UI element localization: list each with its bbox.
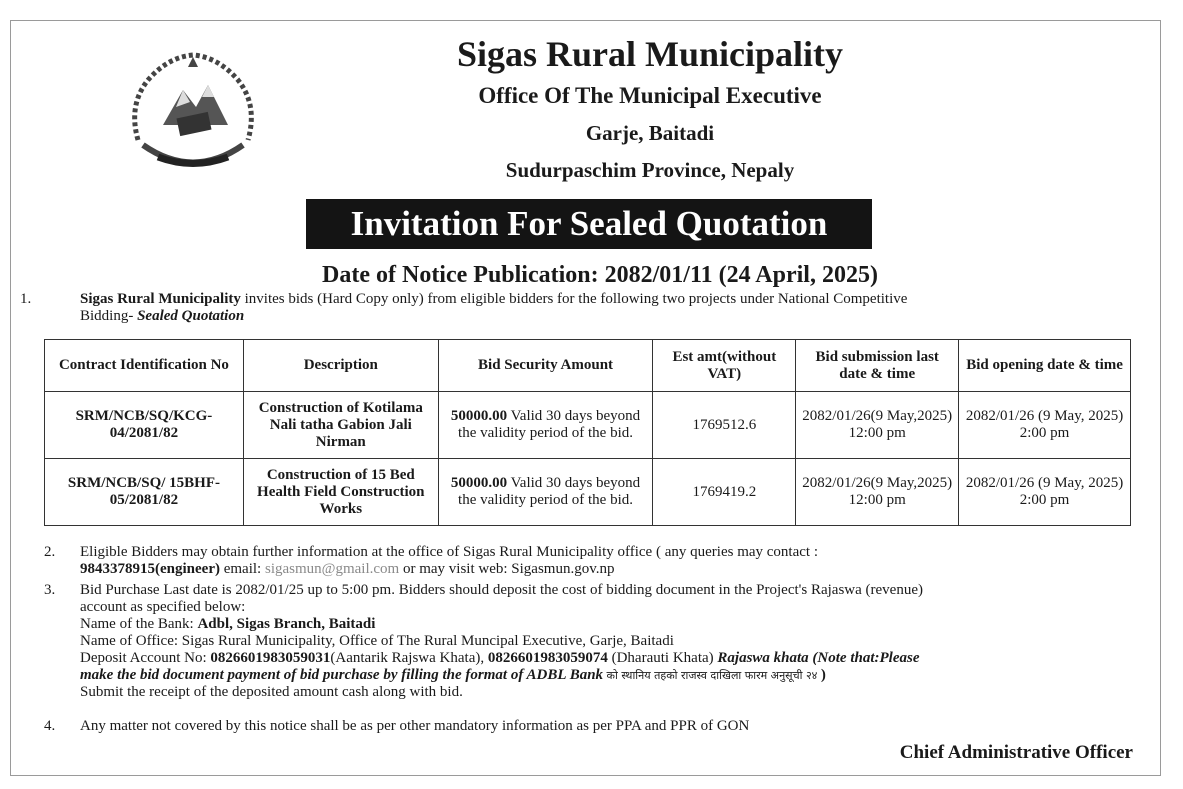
office-name: Office Of The Municipal Executive [478,83,822,108]
col-header-bid-security: Bid Security Amount [438,340,653,392]
item-1-number: 1. [20,291,32,307]
account-2-note: (Dharauti Khata) [607,650,718,666]
email-label: email: [219,561,265,577]
item-1-text [80,291,1150,325]
office-location: Garje, Baitadi [585,121,715,145]
notice-title: Invitation For Sealed Quotation [306,199,872,249]
bid-security-amount: 50000.00 [450,475,508,491]
item-1-emphasis: Sealed Quotation [137,308,245,324]
signature-title: Chief Administrative Officer [899,742,1133,763]
item-1-body: invites bids (Hard Copy only) from eligible bidders for the following two projects under National Competitive [240,291,908,307]
province-name: Sudurpaschim Province, Nepaly [505,158,795,182]
opening-cell: 2082/01/26 (9 May, 2025) 2:00 pm [959,459,1131,526]
bank-name: Adbl, Sigas Branch, Baitadi [197,616,376,632]
nepal-emblem-icon [118,45,268,180]
col-header-est-amount: Est amt(without VAT) [653,340,796,392]
item-3-line1: Bid Purchase Last date is 2082/01/25 up to 5:00 pm. Bidders should deposit the cost of bidding document in the Project's Rajaswa (revenue) [80,582,923,598]
office-line: Name of Office: Sigas Rural Municipality, Office of The Rural Muncipal Executive, Garje, Baitadi [80,633,674,649]
bid-security-note: Valid 30 days beyond the validity period of the bid. [458,475,641,508]
contact-email-link[interactable]: sigasmun@gmail.com [264,561,400,577]
bids-table [44,339,1131,526]
submit-receipt-line: Submit the receipt of the deposited amount cash along with bid. [80,684,463,700]
table-header-row [45,340,1131,392]
deposit-label: Deposit Account No: [80,650,211,666]
col-header-description: Description [243,340,438,392]
description-cell: Construction of 15 Bed Health Field Construction Works [243,459,438,526]
col-header-opening: Bid opening date & time [959,340,1131,392]
org-name: Sigas Rural Municipality [456,34,844,74]
submission-cell: 2082/01/26(9 May,2025) 12:00 pm [796,459,959,526]
bid-security-cell [438,392,653,459]
bid-security-cell [438,459,653,526]
item-2-line1: Eligible Bidders may obtain further information at the office of Sigas Rural Municipality office ( any queries may contact : [80,544,818,560]
col-header-contract-id: Contract Identification No [45,340,244,392]
item-1-lead: Sigas Rural Municipality [80,291,241,307]
account-number-2: 0826601983059074 [487,650,608,666]
col-header-submission: Bid submission last date & time [796,340,959,392]
contact-phone: 9843378915(engineer) [80,561,220,577]
submission-cell: 2082/01/26(9 May,2025) 12:00 pm [796,392,959,459]
website-text: or may visit web: Sigasmun.gov.np [399,561,615,577]
table-row [45,459,1131,526]
revenue-note: Rajaswa khata (Note that:Please [717,650,920,666]
description-cell: Construction of Kotilama Nali tatha Gabion Jali Nirman [243,392,438,459]
item-2-number: 2. [44,544,56,560]
publication-date: Date of Notice Publication: 2082/01/11 (24 April, 2025) [322,262,878,288]
bank-label: Name of the Bank: [80,616,198,632]
bid-security-note: Valid 30 days beyond the validity period of the bid. [458,408,641,441]
account-number-1: 0826601983059031 [210,650,331,666]
item-3-number: 3. [44,582,56,598]
item-3-line2: account as specified below: [80,599,246,615]
est-amount-cell: 1769512.6 [653,392,796,459]
account-1-note: (Aantarik Rajswa Khata), [330,650,488,666]
est-amount-cell: 1769419.2 [653,459,796,526]
contract-id-cell: SRM/NCB/SQ/ 15BHF- 05/2081/82 [45,459,244,526]
item-2-text [80,544,1150,578]
item-1-line2: Bidding- [80,308,138,324]
item-4-text: Any matter not covered by this notice shall be as per other mandatory information as per PPA and PPR of GON [80,718,750,734]
contract-id-cell: SRM/NCB/SQ/KCG-04/2081/82 [45,392,244,459]
opening-cell: 2082/01/26 (9 May, 2025) 2:00 pm [959,392,1131,459]
note-close: ) [820,667,826,683]
item-3-text [80,582,1150,701]
item-4-number: 4. [44,718,56,734]
revenue-note-2: make the bid document payment of bid purchase by filling the format of ADBL Bank [80,667,604,683]
bid-security-amount: 50000.00 [450,408,508,424]
table-row [45,392,1131,459]
nepali-note: को स्थानिय तहको राजस्व दाखिला फारम अनुसूची २४ [603,669,821,682]
